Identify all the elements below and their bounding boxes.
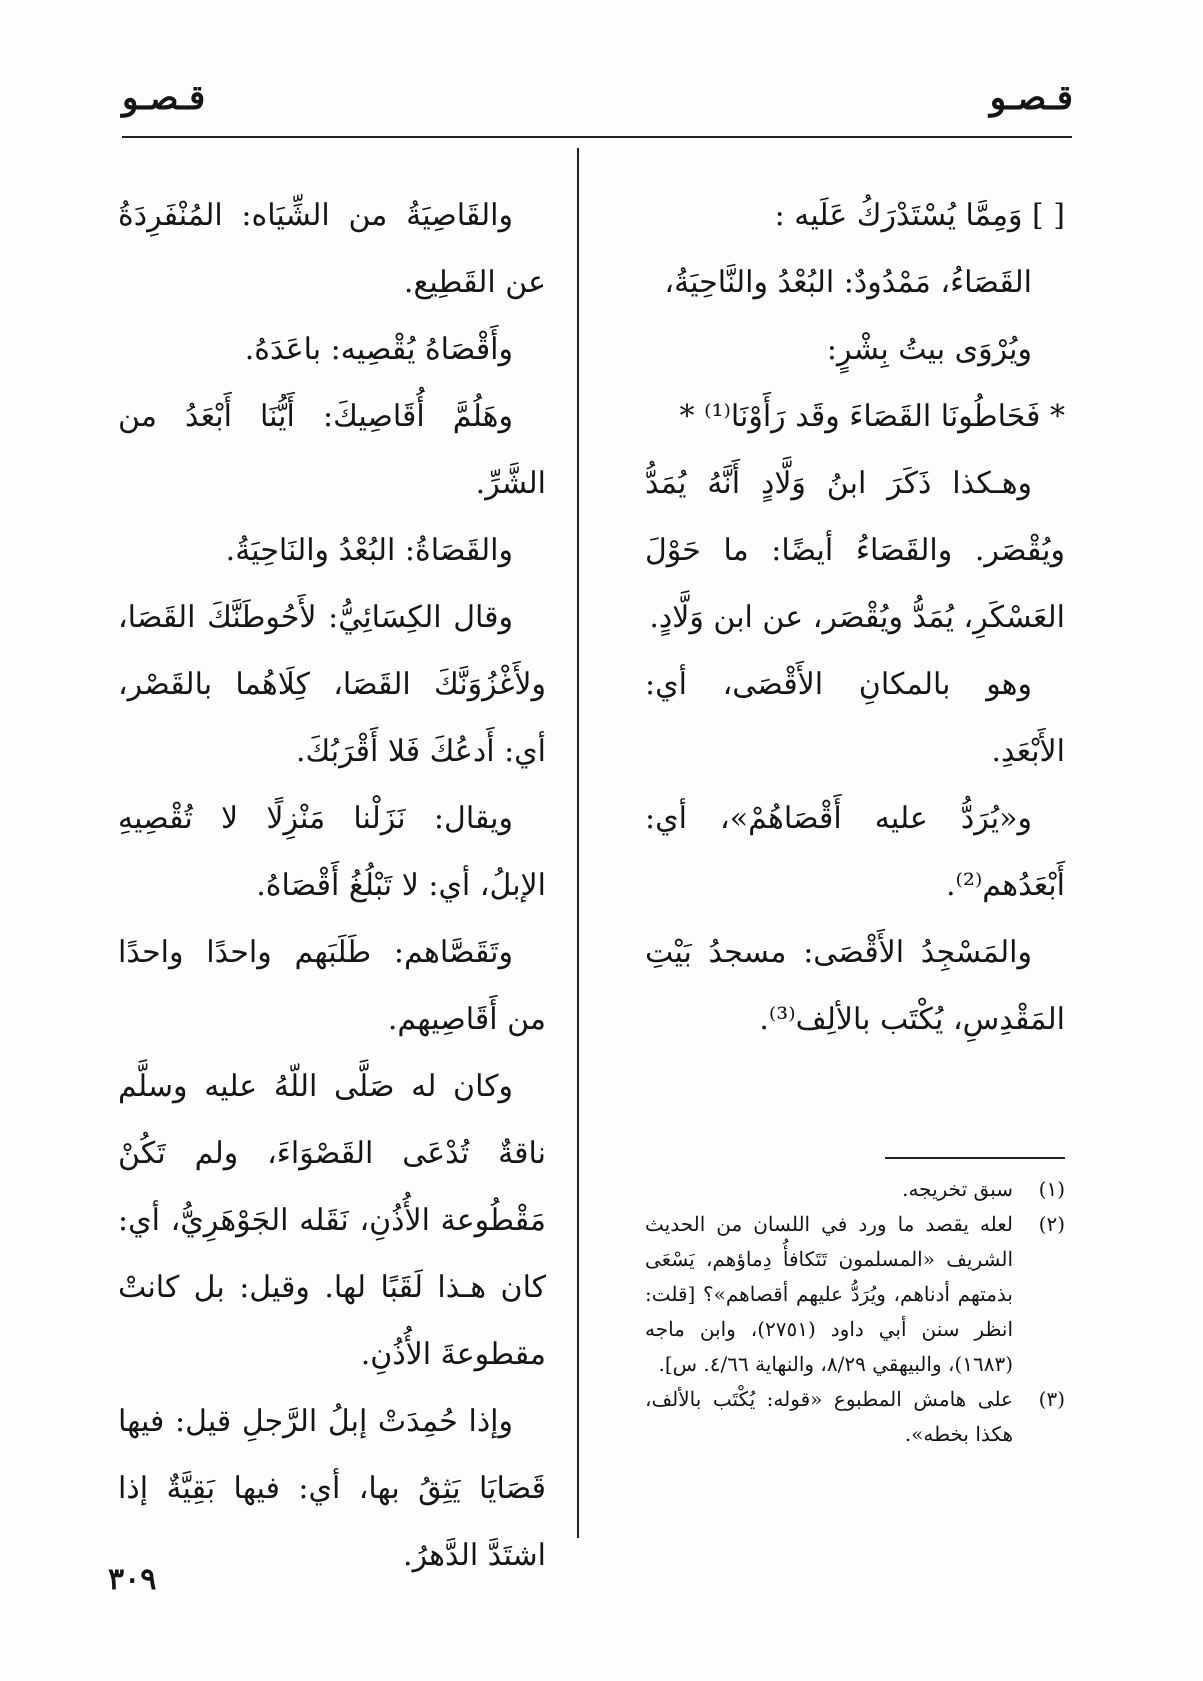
running-header-left: قـصـو [122, 78, 206, 118]
entry-paragraph: وكان له صَلَّى اللّهُ عليه وسلَّم ناقةٌ تُدْعَى القَصْوَاءَ، ولم تَكُنْ مَقْطُوعة الأُذُنِ، نَقَله الجَوْهَرِيُّ، أي: كان هـذا لَقَبًا لها. وقيل: بل كانتْ مقطوعةَ الأُذُنِ. [118, 1069, 546, 1372]
footnote-number: (٢) [1038, 1212, 1065, 1236]
header-rule [122, 136, 1072, 138]
entry-paragraph: وهو بالمكانِ الأَقْصَى، أي: الأَبْعَدِ. [645, 667, 1065, 769]
footnote [645, 1382, 1065, 1452]
entry-paragraph: وتَقَصَّاهم: طَلَبَهم واحدًا واحدًا من أَقَاصِيهم. [118, 935, 546, 1037]
footnotes [645, 1172, 1065, 1452]
page-number: ٣٠٩ [108, 1562, 157, 1597]
footnote-rule [885, 1157, 1065, 1159]
right-column [645, 182, 1065, 1053]
footnote-text: لعله يقصد ما ورد في اللسان من الحديث الشريف «المسلمون تَتَكافأُ دِماؤهم، يَسْعَى بذمتهم أدناهم، ويُرَدُّ عليهم أقصاهم»؟ [قلت: انظر سنن أبي داود (٢٧٥١)، وابن ماجه (١٦٨٣)، والبيهقي ٨/٢٩، والنهاية ٤/٦٦. س]. [645, 1212, 1013, 1376]
entry-paragraph: ويُرْوَى بيتُ بِشْرٍ: [826, 332, 1032, 367]
entry-paragraph: والقَصَاةُ: البُعْدُ والنَاحِيَةُ. [225, 533, 513, 568]
poem-verse: * فَحَاطُونَا القَصَاءَ وقَد رَأَوْنَا⁽¹⁾ * [679, 399, 1065, 434]
entry-paragraph: وهَلُمَّ أُقَاصِيكَ: أَيُّنَا أَبْعَدُ من الشَّرِّ. [118, 399, 546, 501]
footnote-text: على هامش المطبوع «قوله: يُكْتَب بالألف، هكذا بخطه». [645, 1387, 1013, 1446]
entry-paragraph: وهـكذا ذَكَرَ ابنُ وَلَّادٍ أَنَّهُ يُمَدُّ ويُقْصَر. والقَصَاءُ أيضًا: ما حَوْلَ العَسْكَرِ، يُمَدُّ ويُقْصَر، عن ابن وَلَّادٍ. [645, 466, 1065, 635]
left-column [118, 182, 546, 1589]
footnote-text: سبق تخريجه. [902, 1177, 1013, 1201]
running-header-right: قـصـو [989, 78, 1073, 118]
entry-paragraph: وإذا حُمِدَتْ إبلُ الرَّجلِ قيل: فيها قَصَايَا يَثِقُ بها، أي: فيها بَقِيَّةٌ إذا اشتَدَّ الدَّهرُ. [118, 1404, 546, 1573]
footnote [645, 1207, 1065, 1382]
entry-paragraph: القَصَاءُ، مَمْدُودٌ: البُعْدُ والنَّاحِيَةُ، [664, 265, 1032, 300]
entry-paragraph: وأَقْصَاهُ يُقْصِيه: باعَدَهُ. [244, 332, 513, 367]
entry-paragraph: وقال الكِسَائِيُّ: لأَحُوطَنَّكَ القَصَا، ولأَغْزُوَنَّكَ القَصَا، كِلَاهُما بالقَصْر، أي: أَدعُكَ فَلا أَقْرَبُكَ. [118, 600, 546, 769]
footnote [645, 1172, 1065, 1207]
footnote-number: (١) [1038, 1177, 1065, 1201]
entry-paragraph: ويقال: نَزَلْنا مَنْزِلًا لا تُقْصِيهِ الإبلُ، أي: لا تَبْلُغُ أَقْصَاهُ. [118, 801, 546, 903]
entry-paragraph: [ ] وَمِمَّا يُسْتَدْرَكُ عَلَيه : [774, 198, 1065, 233]
footnote-number: (٣) [1038, 1387, 1065, 1411]
entry-paragraph: والقَاصِيَةُ من الشِّيَاه: المُنْفَرِدَةُ عن القَطِيع. [118, 198, 546, 300]
entry-paragraph: و«يُرَدُّ عليه أَقْصَاهُمْ»، أي: أَبْعَدُهم⁽²⁾. [645, 801, 1065, 903]
entry-paragraph: والمَسْجِدُ الأَقْصَى: مسجدُ بَيْتِ المَقْدِسِ، يُكْتَب بالألِف⁽³⁾. [645, 935, 1065, 1037]
column-divider [577, 148, 579, 1538]
